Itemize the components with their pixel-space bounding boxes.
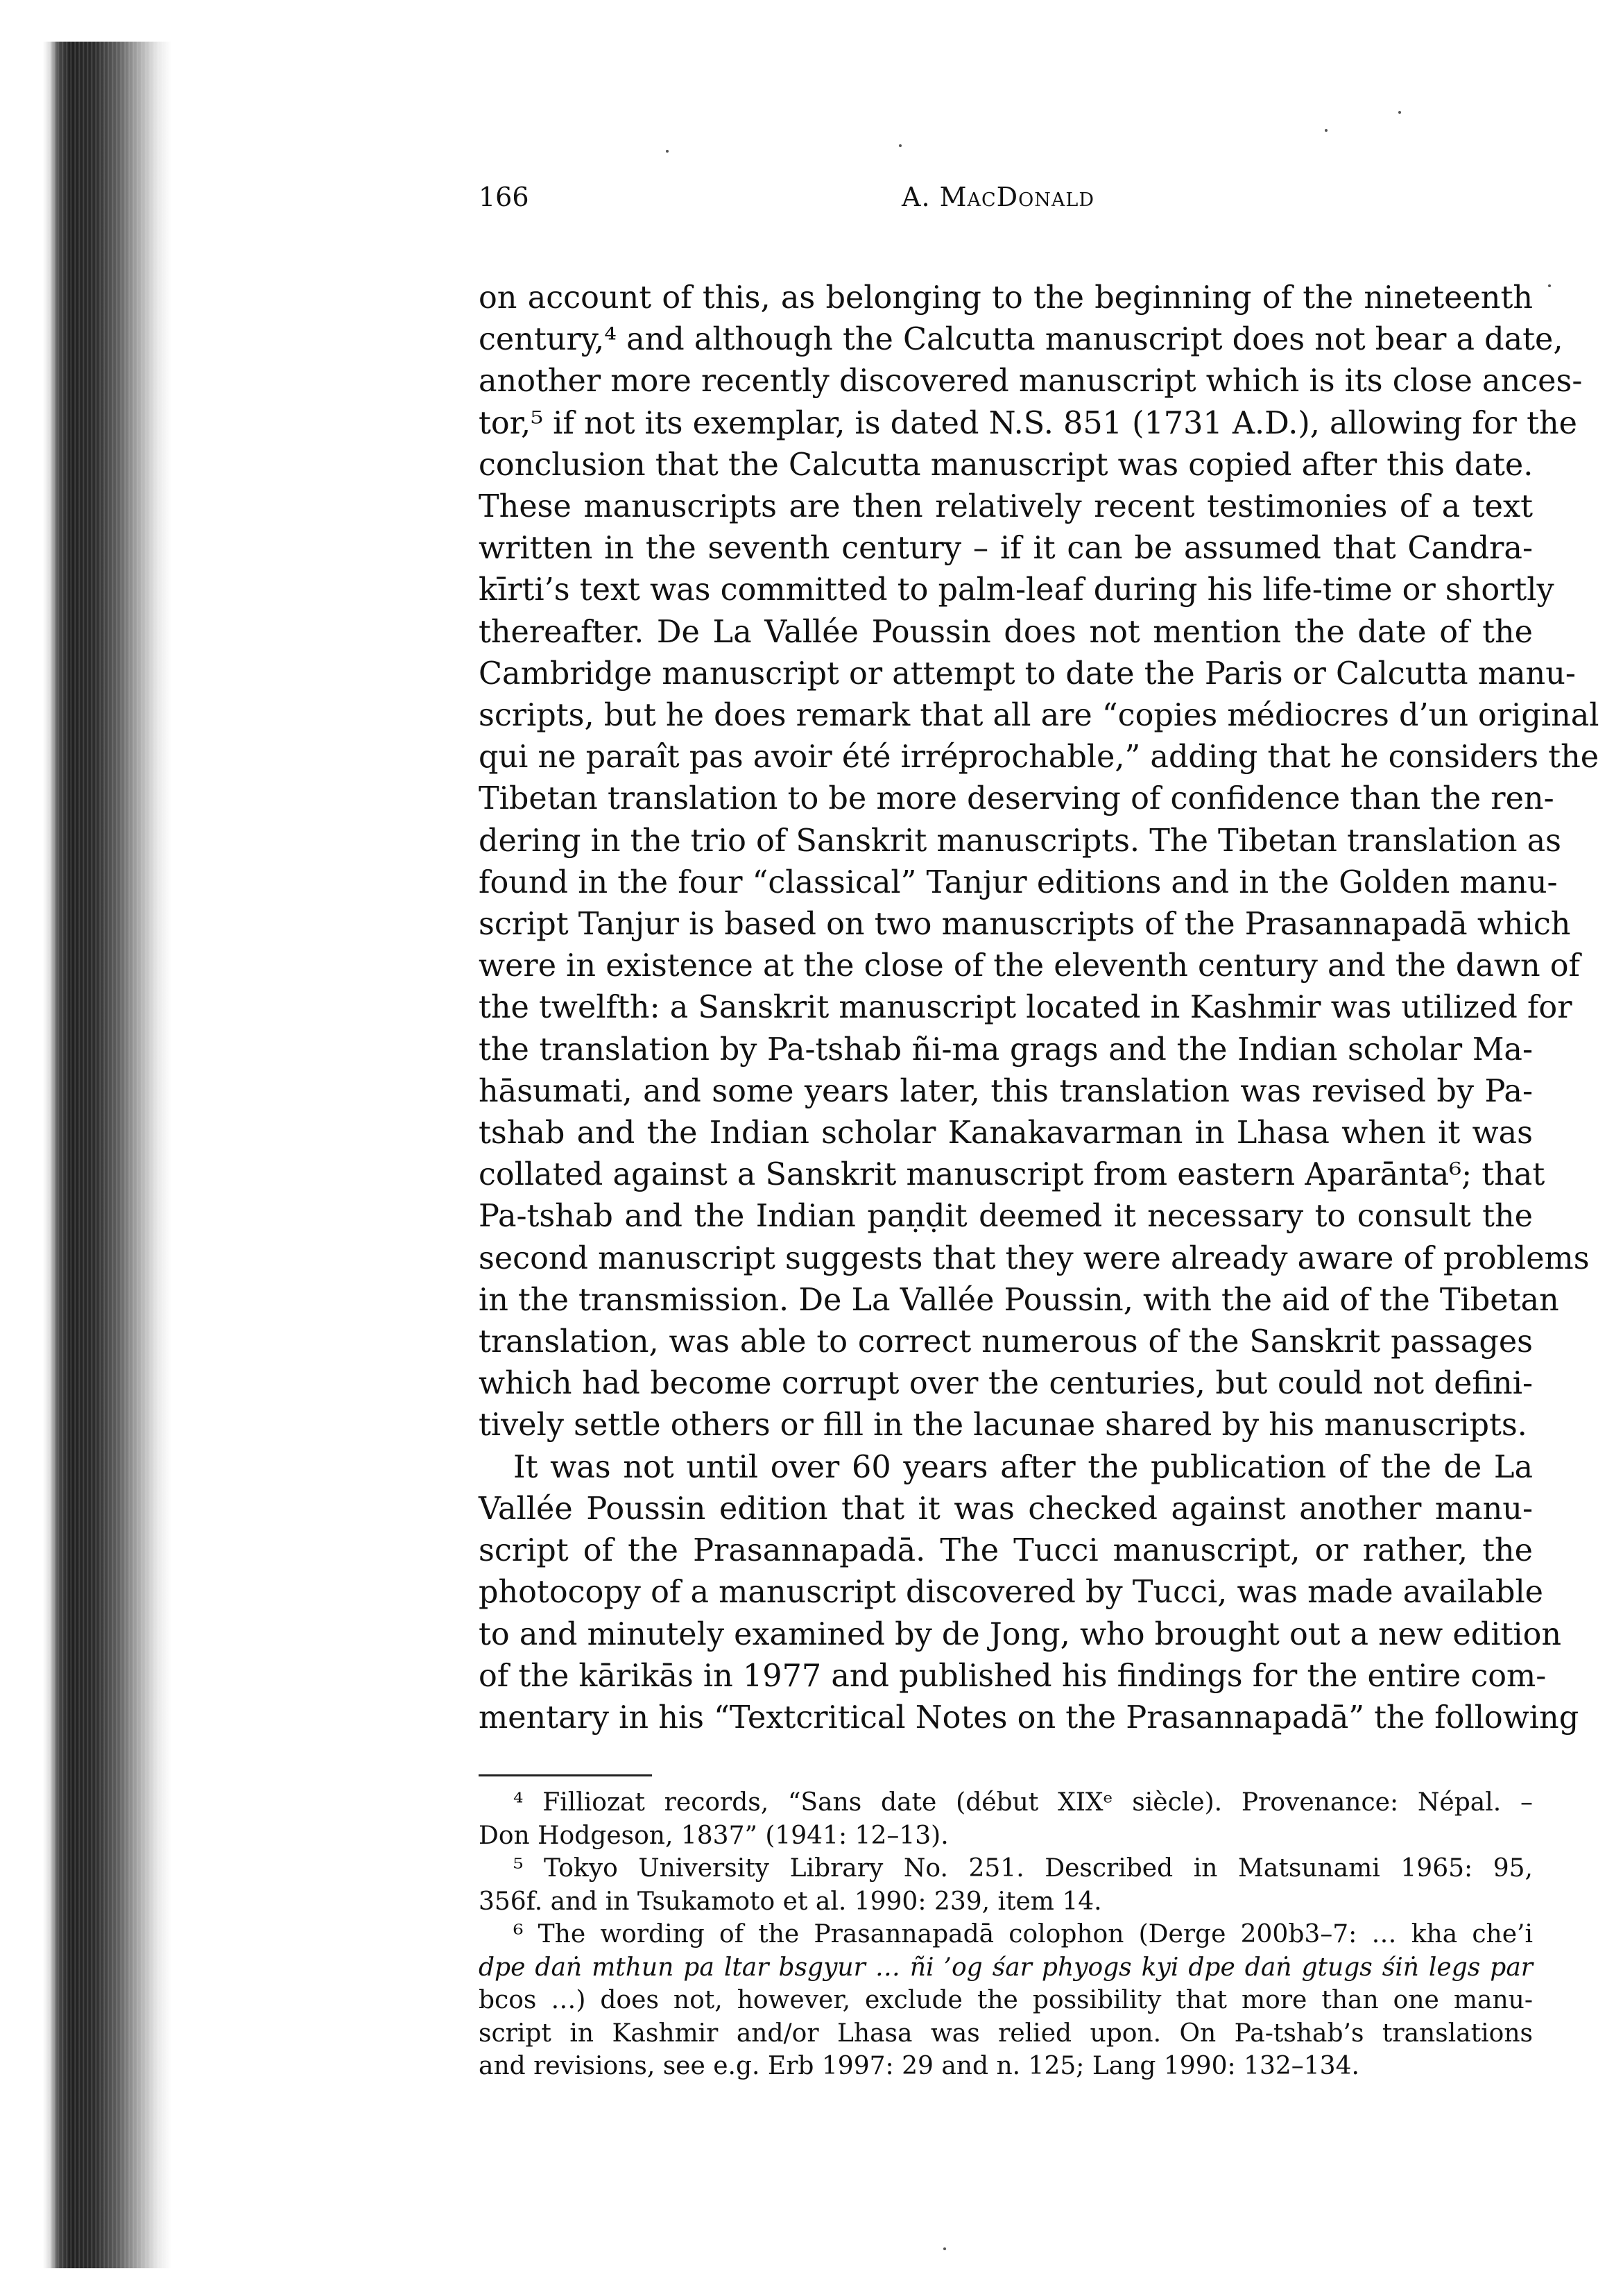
text-line: tor,⁵ if not its exemplar, is dated N.S. 851 (1731 A.D.), allowing for the [479, 405, 1577, 441]
footnote-rule [479, 1774, 652, 1776]
text-line: Cambridge manuscript or attempt to date the Paris or Calcutta manu- [479, 656, 1576, 692]
scan-speck [943, 2247, 946, 2250]
text-line: Vallée Poussin edition that it was checked against another manu- [479, 1491, 1533, 1527]
text-line: scripts, but he does remark that all are “copies médiocres d’un original [479, 698, 1599, 734]
scan-speck [1325, 129, 1328, 132]
running-head [479, 182, 1533, 223]
text-line: of the kārikās in 1977 and published his findings for the entire com- [479, 1658, 1547, 1694]
footnote-4-line: Don Hodgeson, 1837” (1941: 12–13). [479, 1821, 949, 1850]
footnote-6-line: dpe daṅ mthun pa ltar bsgyur … ñi ’og śar phyogs kyi dpe daṅ gtugs śiṅ legs par [479, 1953, 1533, 1982]
text-line: century,⁴ and although the Calcutta manuscript does not bear a date, [479, 322, 1563, 358]
footnote-6-line: ⁶ The wording of the Prasannapadā colophon (Derge 200b3–7: … kha che’i [513, 1920, 1533, 1948]
text-line: translation, was able to correct numerous of the Sanskrit passages [479, 1324, 1533, 1360]
text-line: Pa-tshab and the Indian paṇḍit deemed it necessary to consult the [479, 1199, 1533, 1235]
text-line: thereafter. De La Vallée Poussin does not mention the date of the [479, 614, 1533, 650]
text-line: in the transmission. De La Vallée Poussin, with the aid of the Tibetan [479, 1282, 1559, 1318]
text-line: were in existence at the close of the eleventh century and the dawn of [479, 948, 1581, 984]
scan-speck [666, 150, 669, 153]
text-line: dering in the trio of Sanskrit manuscripts. The Tibetan translation as [479, 823, 1562, 859]
text-line: script Tanjur is based on two manuscripts of the Prasannapadā which [479, 907, 1571, 943]
text-line: conclusion that the Calcutta manuscript was copied after this date. [479, 447, 1534, 483]
footnote-6-line: and revisions, see e.g. Erb 1997: 29 and n. 125; Lang 1990: 132–134. [479, 2052, 1359, 2080]
text-line: mentary in his “Textcritical Notes on the Prasannapadā” the following [479, 1699, 1579, 1736]
running-head-author: A. MacDonald [902, 182, 1094, 212]
scan-speck [899, 144, 902, 147]
text-line: tively settle others or fill in the lacunae shared by his manuscripts. [479, 1407, 1527, 1443]
text-line: Tibetan translation to be more deserving of confidence than the ren- [479, 781, 1554, 817]
footnote-6-line: bcos …) does not, however, exclude the possibility that more than one manu- [479, 1986, 1533, 2014]
text-line: on account of this, as belonging to the beginning of the nineteenth [479, 280, 1533, 316]
footnote-4-line: ⁴ Filliozat records, “Sans date (début XIXᵉ siècle). Provenance: Népal. – [513, 1788, 1533, 1817]
text-line: found in the four “classical” Tanjur editions and in the Golden manu- [479, 864, 1558, 900]
scan-speck [1548, 284, 1551, 287]
text-line: hāsumati, and some years later, this translation was revised by Pa- [479, 1073, 1533, 1109]
text-line: These manuscripts are then relatively recent testimonies of a text [479, 489, 1533, 525]
page-number: 166 [479, 182, 529, 212]
text-line: second manuscript suggests that they were already aware of problems [479, 1240, 1590, 1276]
text-line: photocopy of a manuscript discovered by Tucci, was made available [479, 1575, 1544, 1611]
main-text [479, 277, 1599, 1739]
text-line: to and minutely examined by de Jong, who brought out a new edition [479, 1616, 1562, 1652]
text-line: qui ne paraît pas avoir été irréprochable,” adding that he considers the [479, 739, 1599, 776]
footnotes [479, 1786, 1533, 2083]
text-line: kīrti’s text was committed to palm-leaf during his life-time or shortly [479, 572, 1554, 608]
scan-speck [1398, 111, 1401, 114]
footnote-6-line: script in Kashmir and/or Lhasa was relied upon. On Pa-tshab’s translations [479, 2019, 1533, 2048]
text-line: written in the seventh century – if it can be assumed that Candra- [479, 531, 1533, 567]
text-line: tshab and the Indian scholar Kanakavarman in Lhasa when it was [479, 1115, 1533, 1151]
text-line: which had become corrupt over the centuries, but could not defini- [479, 1366, 1533, 1402]
text-line: script of the Prasannapadā. The Tucci manuscript, or rather, the [479, 1533, 1533, 1569]
text-line: another more recently discovered manuscript which is its close ances- [479, 363, 1583, 400]
paragraph-start-line: It was not until over 60 years after the publication of the de La [513, 1449, 1533, 1485]
footnote-5-line: 356f. and in Tsukamoto et al. 1990: 239, item 14. [479, 1887, 1102, 1916]
text-line: collated against a Sanskrit manuscript from eastern Aparānta⁶; that [479, 1157, 1545, 1193]
binding-texture [43, 42, 171, 2268]
footnote-5-line: ⁵ Tokyo University Library No. 251. Described in Matsunami 1965: 95, [513, 1854, 1533, 1883]
text-line: the translation by Pa-tshab ñi-ma grags and the Indian scholar Ma- [479, 1031, 1533, 1068]
text-line: the twelfth: a Sanskrit manuscript located in Kashmir was utilized for [479, 990, 1572, 1026]
